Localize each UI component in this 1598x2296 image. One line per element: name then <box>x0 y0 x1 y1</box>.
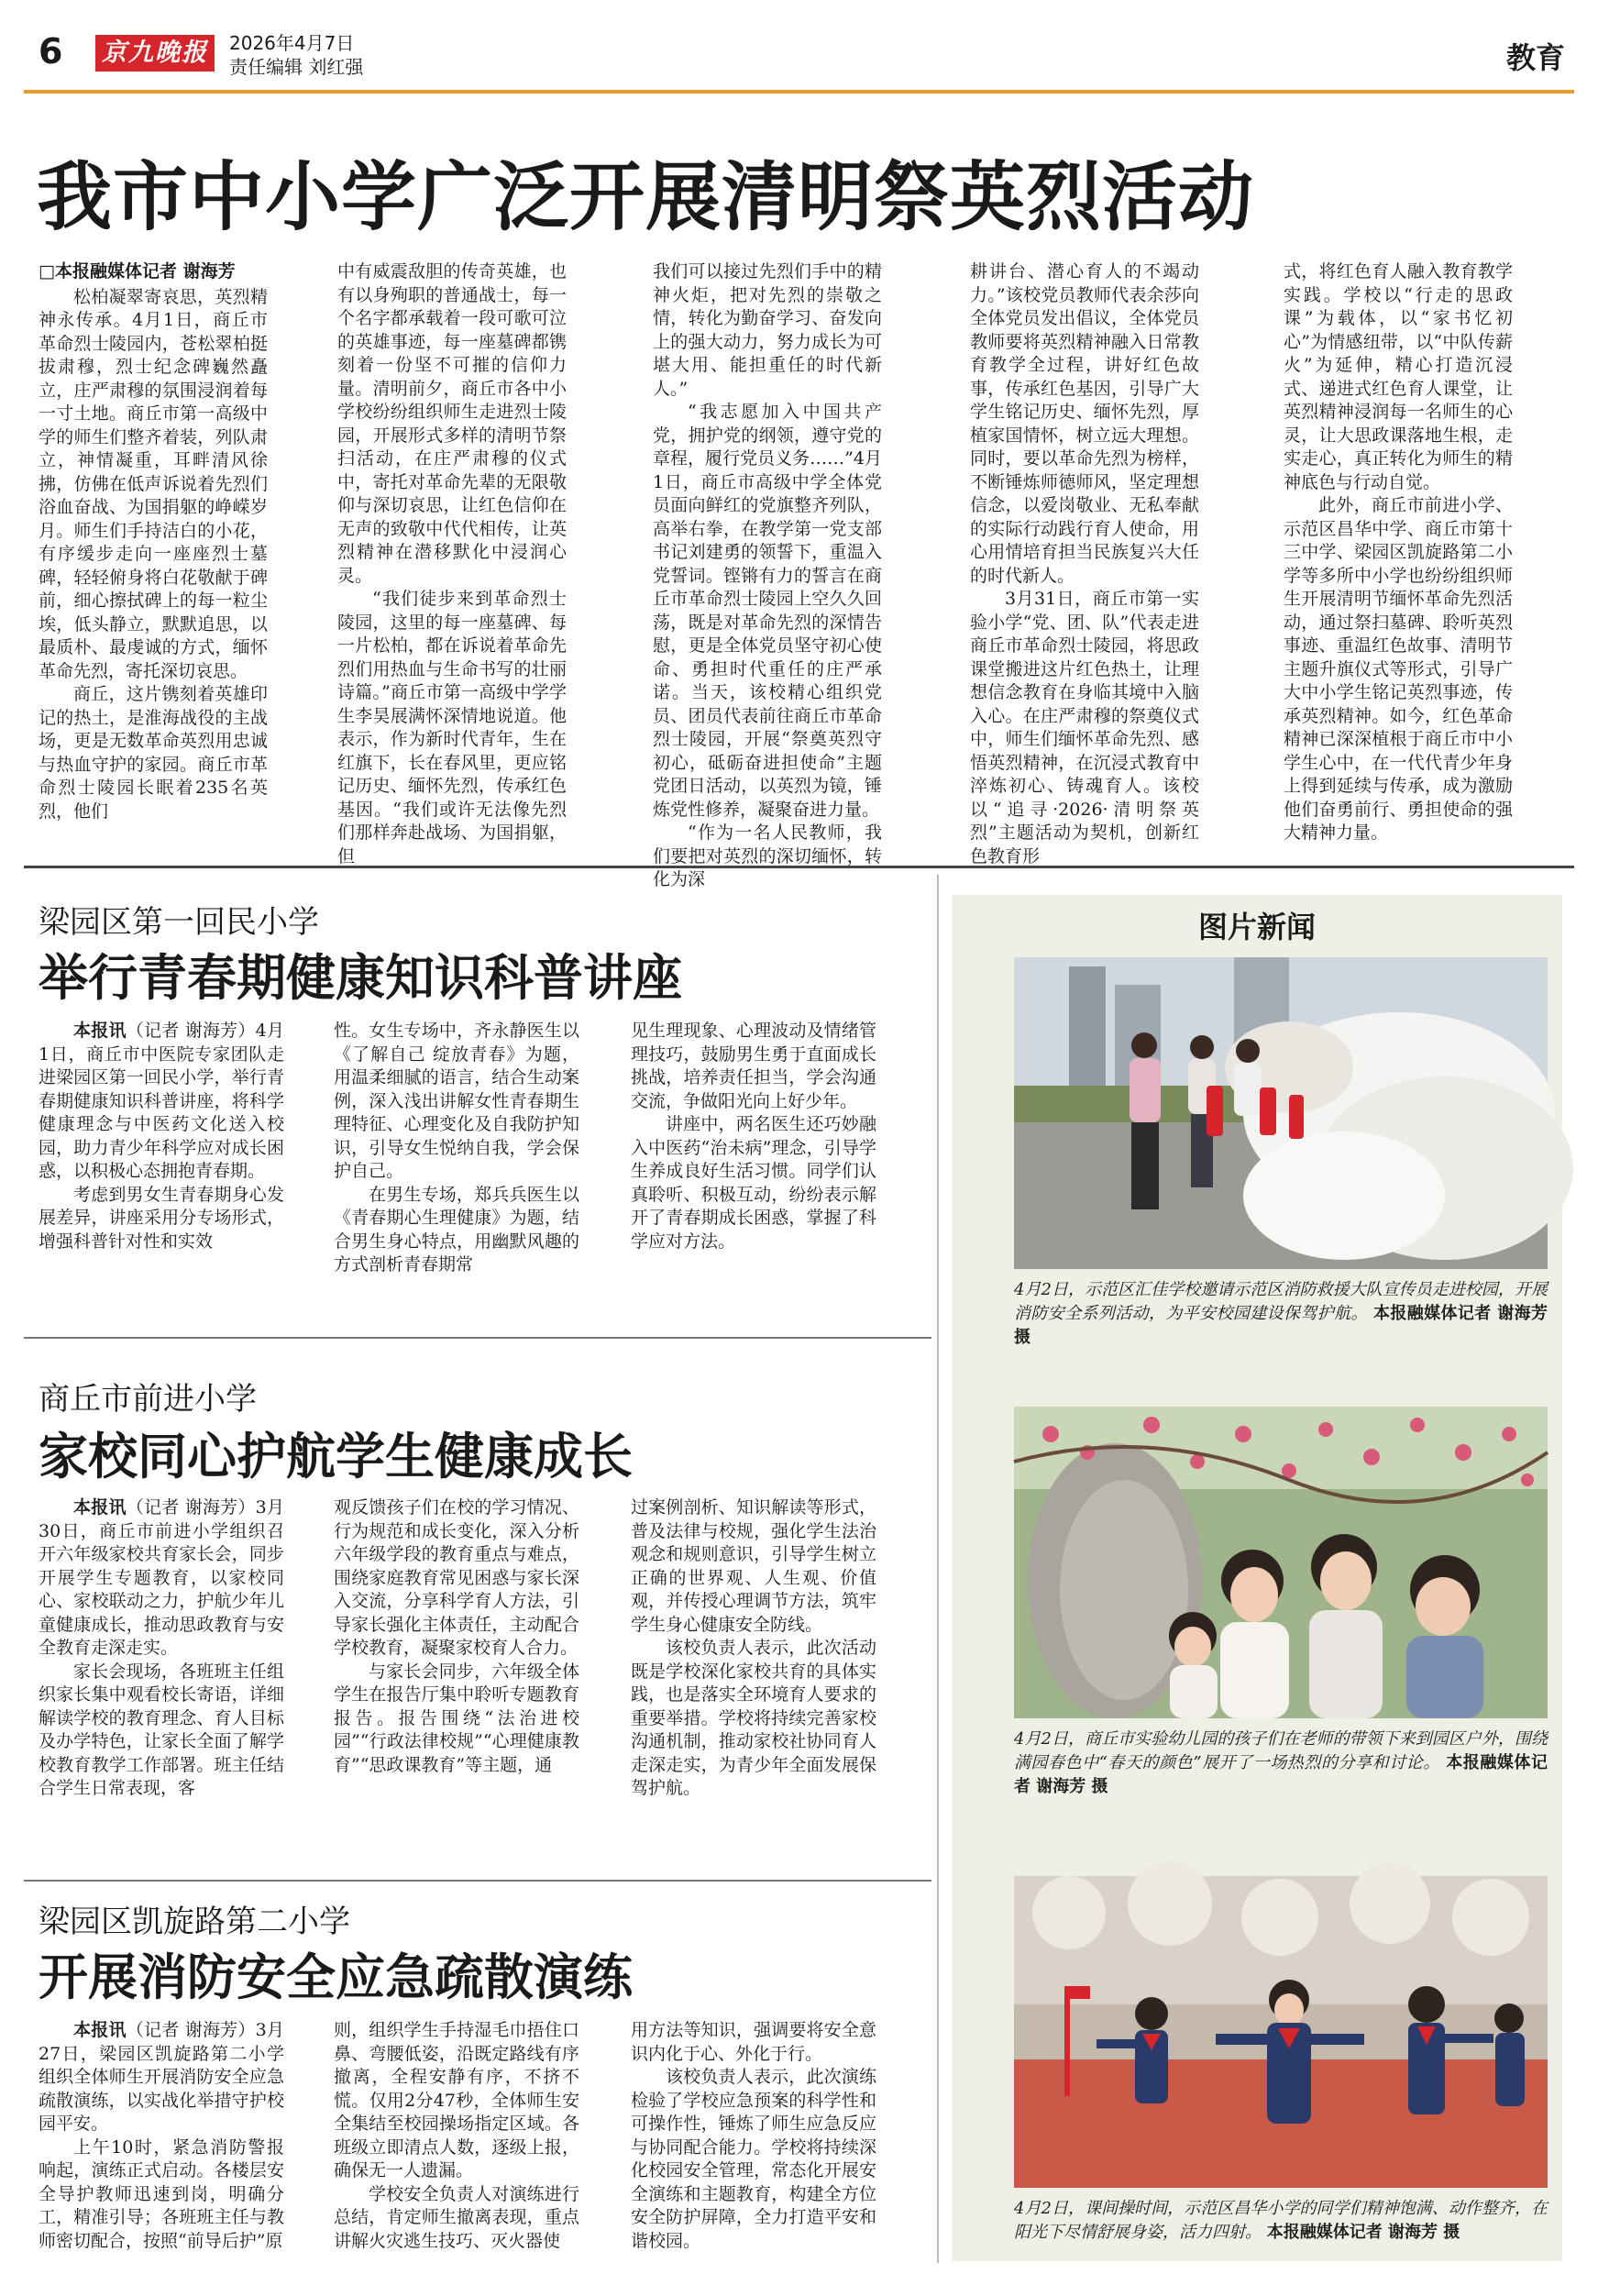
page-number: 6 <box>39 31 63 72</box>
main-article-column-2 <box>337 260 567 867</box>
article-3-title: 家校同心护航学生健康成长 <box>39 1428 633 1485</box>
article-4-column-3 <box>631 2019 876 2276</box>
issue-date: 2026年4月7日 <box>229 32 355 54</box>
paragraph: 此外，商丘市前进小学、示范区昌华中学、商丘市第十三中学、梁园区凯旋路第二小学等多所中小学也纷纷组织师生开展清明节缅怀革命先烈活动，通过祭扫墓碑、聆听英烈事迹、重温红色故事、清明节主题升旗仪式等形式，引导广大中小学生铭记英烈事迹，传承英烈精神。如今，红色革命精神已深深植根于商丘市中小学生心中，在一代代青少年身上得到延续与传承，成为激励他们奋勇前行、勇担使命的强大精神力量。 <box>1284 495 1513 843</box>
main-headline: 我市中小学广泛开展清明祭英烈活动 <box>37 154 1255 241</box>
caption-text: 4月2日，示范区汇佳学校邀请示范区消防救援大队宣传员走进校园，开展消防安全系列活动，为平安校园建设保驾护航。 <box>1014 1280 1548 1323</box>
paragraph: 与家长会同步，六年级全体学生在报告厅集中聆听专题教育报告。报告围绕“法治进校园”“行政法律校规”“心理健康教育”“思政课教育”等主题，通 <box>334 1661 579 1775</box>
kindergarten-photo <box>1014 1407 1548 1718</box>
main-byline: □本报融媒体记者 谢海芳 <box>39 261 236 281</box>
article-3-column-2 <box>334 1496 579 1854</box>
paragraph: 该校负责人表示，此次演练检验了学校应急预案的科学性和可操作性，锤炼了师生应急反应与协同配合能力。学校将持续深化校园安全管理，常态化开展安全演练和主题教育，构建全方位安全防护屏障，全力打造平安和谐校园。 <box>631 2067 876 2251</box>
paragraph: 过案例剖析、知识解读等形式，普及法律与校规，强化学生法治观念和规则意识，引导学生树立正确的世界观、人生观、价值观，并传授心理调节方法，筑牢学生身心健康安全防线。 <box>631 1497 876 1635</box>
photo-news-heading: 图片新闻 <box>1197 910 1316 944</box>
section-label: 教育 <box>1505 40 1565 75</box>
paragraph: （记者 谢海芳）3月27日，梁园区凯旋路第二小学组织全体师生开展消防安全应急疏散演练，以实战化举措守护校园平安。 <box>39 2020 284 2134</box>
photo-credit: 本报融媒体记者 谢海芳 摄 <box>1014 1753 1548 1796</box>
main-article-column-5 <box>1284 260 1513 847</box>
column-divider <box>937 875 939 2263</box>
paragraph: 中有威震敌胆的传奇英雄，也有以身殉职的普通战士，每一个名字都承载着一段可歌可泣的英雄事迹，每一座墓碑都镌刻着一份坚不可摧的信仰力量。清明前夕，商丘市各中小学校纷纷组织师生走进烈士陵园，开展形式多样的清明节祭扫活动，在庄严肃穆的仪式中，寄托对革命先辈的无限敬仰与深切哀思，让红色信仰在无声的致敬中代代相传，让英烈精神在潜移默化中浸润心灵。 <box>337 261 567 586</box>
caption-text: 4月2日，课间操时间，示范区昌华小学的同学们精神饱满、动作整齐，在阳光下尽情舒展身姿，活力四射。 <box>1014 2199 1548 2242</box>
paragraph: 商丘，这片镌刻着英雄印记的热土，是淮海战役的主战场，更是无数革命英烈用忠诚与热血守护的家园。商丘市革命烈士陵园长眠着235名英烈，他们 <box>39 684 268 822</box>
fire-drill-image <box>1014 957 1548 1269</box>
fire-drill-photo <box>1014 957 1548 1269</box>
paragraph: 式，将红色育人融入教育教学实践。学校以“行走的思政课”为载体，以“家书忆初心”为情感纽带，以“中队传薪火”为延伸，精心打造沉浸式、递进式红色育人课堂，让英烈精神浸润每一名师生的心灵，让大思政课落地生根，走实走心，真正转化为师生的精神底色与行动自觉。 <box>1284 261 1513 492</box>
section-divider <box>24 866 1574 868</box>
dateline: 本报讯 <box>73 2020 127 2040</box>
article-2-column-2 <box>334 1020 579 1309</box>
article-4-kicker: 梁园区凯旋路第二小学 <box>39 1904 350 1940</box>
paragraph: 考虑到男女生青春期身心发展差异，讲座采用分专场形式，增强科普针对性和实效 <box>39 1184 284 1252</box>
exercise-photo <box>1014 1876 1548 2188</box>
main-article-column-1 <box>39 260 268 847</box>
paragraph: 耕讲台、潜心育人的不竭动力。”该校党员教师代表余莎向全体党员发出倡议，全体党员教师要将英烈精神融入日常教育教学全过程，讲好红色故事，传承红色基因，引导广大学生铭记历史、缅怀先烈，厚植家国情怀，树立远大理想。同时，要以革命先烈为榜样，不断锤炼师德师风，坚定理想信念，以爱岗敬业、无私奉献的实际行动践行育人使命，用心用情培育担当民族复兴大任的时代新人。 <box>970 261 1199 586</box>
paragraph: 用方法等知识，强调要将安全意识内化于心、外化于行。 <box>631 2020 876 2064</box>
paragraph: 性。女生专场中，齐永静医生以《了解自己 绽放青春》为题，用温柔细腻的语言，结合生动案例，深入浅出讲解女性青春期生理特征、心理变化及自我防护知识，引导女生悦纳自我，学会保护自己。 <box>334 1021 579 1181</box>
photo-credit: 本报融媒体记者 谢海芳 摄 <box>1014 1304 1548 1347</box>
paragraph: 上午10时，紧急消防警报响起，演练正式启动。各楼层安全导护教师迅速到岗，明确分工，精准引导；各班班主任与教师密切配合，按照“前导后护”原 <box>39 2136 284 2251</box>
paragraph: 则，组织学生手持湿毛巾捂住口鼻、弯腰低姿，沿既定路线有序撤离，全程安静有序，不挤不慌。仅用2分47秒，全体师生安全集结至校园操场指定区域。各班级立即清点人数，逐级上报，确保无一人遗漏。 <box>334 2020 579 2180</box>
paragraph: （记者 谢海芳）4月1日，商丘市中医院专家团队走进梁园区第一回民小学，举行青春期健康知识科普讲座，将科学健康理念与中医药文化送入校园，助力青少年科学应对成长困惑，以积极心态拥抱青春期。 <box>39 1021 284 1181</box>
paragraph: （记者 谢海芳）3月30日，商丘市前进小学组织召开六年级家校共育家长会，同步开展学生专题教育，以家校同心、家校联动之力，护航少年儿童健康成长，推动思政教育与安全教育走深走实。 <box>39 1497 284 1658</box>
paragraph: “我们徒步来到革命烈士陵园，这里的每一座墓碑、每一片松柏，都在诉说着革命先烈们用热血与生命书写的壮丽诗篇。”商丘市第一高级中学学生李昊展满怀深情地说道。他表示，作为新时代青年，生在红旗下，长在春风里，更应铭记历史、缅怀先烈，传承红色基因。“我们或许无法像先烈们那样奔赴战场、为国捐躯，但 <box>337 589 567 867</box>
caption-text: 4月2日，商丘市实验幼儿园的孩子们在老师的带领下来到园区户外，围绕满园春色中“春天的颜色”展开了一场热烈的分享和讨论。 <box>1014 1729 1548 1772</box>
photo-1-caption <box>1014 1278 1548 1350</box>
paragraph: 讲座中，两名医生还巧妙融入中医药“治未病”理念，引导学生养成良好生活习惯。同学们认真聆听、积极互动，纷纷表示解开了青春期成长困惑，掌握了科学应对方法。 <box>631 1114 876 1252</box>
article-2-column-1 <box>39 1020 284 1309</box>
spring-blossom-image <box>1014 1407 1548 1718</box>
photo-2-caption <box>1014 1728 1548 1799</box>
photo-news-panel <box>952 895 1562 2261</box>
article-2-column-3 <box>631 1020 876 1309</box>
article-2-title: 举行青春期健康知识科普讲座 <box>39 949 682 1007</box>
article-4-title: 开展消防安全应急疏散演练 <box>39 1948 633 2006</box>
newspaper-logo: 京九晚报 <box>95 35 215 72</box>
paragraph: 松柏凝翠寄哀思，英烈精神永传承。4月1日，商丘市革命烈士陵园内，苍松翠柏挺拔肃穆，烈士纪念碑巍然矗立，庄严肃穆的氛围浸润着每一寸土地。商丘市第一高级中学的师生们整齐着装，列队肃立，神情凝重，耳畔清风徐拂，仿佛在低声诉说着先烈们浴血奋战、为国捐躯的峥嵘岁月。师生们手持洁白的小花，有序缓步走向一座座烈士墓碑，轻轻俯身将白花敬献于碑前，细心擦拭碑上的每一粒尘埃，低头静立，默默追思，以最质朴、最虔诚的方式，缅怀革命先烈，寄托深切哀思。 <box>39 286 268 681</box>
issue-info <box>229 31 363 79</box>
editor-line: 责任编辑 刘红强 <box>229 56 364 78</box>
main-article-column-3 <box>653 260 882 889</box>
paragraph: “我志愿加入中国共产党，拥护党的纲领，遵守党的章程，履行党员义务……”4月1日，商丘市高级中学全体党员面向鲜红的党旗整齐列队，高举右拳，在教学第一党支部书记刘建勇的领誓下，重温入党誓词。铿锵有力的誓言在商丘市革命烈士陵园上空久久回荡，既是对革命先烈的深情告慰，更是全体党员坚守初心使命、勇担时代重任的庄严承诺。当天，该校精心组织党员、团员代表前往商丘市革命烈士陵园，开展“祭奠英烈守初心，砥砺奋进担使命”主题党团日活动，以英烈为镜，锤炼党性修养，凝聚奋进力量。 <box>653 402 882 820</box>
article-3-column-1 <box>39 1496 284 1854</box>
paragraph: 3月31日，商丘市第一实验小学“党、团、队”代表走进商丘市革命烈士陵园，将思政课堂搬进这片红色热土，让理想信念教育在身临其境中入脑入心。在庄严肃穆的祭奠仪式中，师生们缅怀革命先烈、感悟英烈精神，在沉浸式教育中淬炼初心、铸魂育人。该校以“追寻·2026·清明祭英烈”主题活动为契机，创新红色教育形 <box>970 589 1199 867</box>
paragraph: 家长会现场，各班班主任组织家长集中观看校长寄语，详细解读学校的教育理念、育人目标及办学特色，让家长全面了解学校教育教学工作部署。班主任结合学生日常表现，客 <box>39 1661 284 1798</box>
main-article-column-4 <box>970 260 1199 867</box>
paragraph: 观反馈孩子们在校的学习情况、行为规范和成长变化，深入分析六年级学段的教育重点与难点，围绕家庭教育常见困惑与家长深入交流，分享科学育人方法，引导家长强化主体责任，主动配合学校教育，凝聚家校育人合力。 <box>334 1497 579 1658</box>
paragraph: 我们可以接过先烈们手中的精神火炬，把对先烈的崇敬之情，转化为勤奋学习、奋发向上的强大动力，努力成长为可堪大用、能担重任的时代新人。” <box>653 261 882 399</box>
paragraph: 学校安全负责人对演练进行总结，肯定师生撤离表现，重点讲解火灾逃生技巧、灭火器使 <box>334 2183 579 2251</box>
article-2-kicker: 梁园区第一回民小学 <box>39 904 319 941</box>
paragraph: “作为一名人民教师，我们要把对英烈的深切缅怀，转化为深 <box>653 822 882 889</box>
photo-3-caption <box>1014 2197 1548 2245</box>
article-divider <box>24 1880 931 1882</box>
article-3-column-3 <box>631 1496 876 1854</box>
dateline: 本报讯 <box>73 1497 127 1518</box>
morning-exercise-image <box>1014 1876 1548 2188</box>
article-4-column-2 <box>334 2019 579 2276</box>
header-rule <box>24 90 1574 94</box>
photo-credit: 本报融媒体记者 谢海芳 摄 <box>1266 2223 1460 2242</box>
paragraph: 见生理现象、心理波动及情绪管理技巧，鼓励男生勇于直面成长挑战，培养责任担当，学会沟通交流，争做阳光向上好少年。 <box>631 1021 876 1111</box>
article-4-column-1 <box>39 2019 284 2276</box>
paragraph: 在男生专场，郑兵兵医生以《青春期心生理健康》为题，结合男生身心特点，用幽默风趣的方式剖析青春期常 <box>334 1184 579 1275</box>
dateline: 本报讯 <box>73 1021 127 1041</box>
paragraph: 该校负责人表示，此次活动既是学校深化家校共育的具体实践，也是落实全环境育人要求的重要举措。学校将持续完善家校沟通机制，推动家校社协同育人走深走实，为青少年全面发展保驾护航。 <box>631 1638 876 1798</box>
article-3-kicker: 商丘市前进小学 <box>39 1381 257 1418</box>
article-divider <box>24 1337 931 1339</box>
